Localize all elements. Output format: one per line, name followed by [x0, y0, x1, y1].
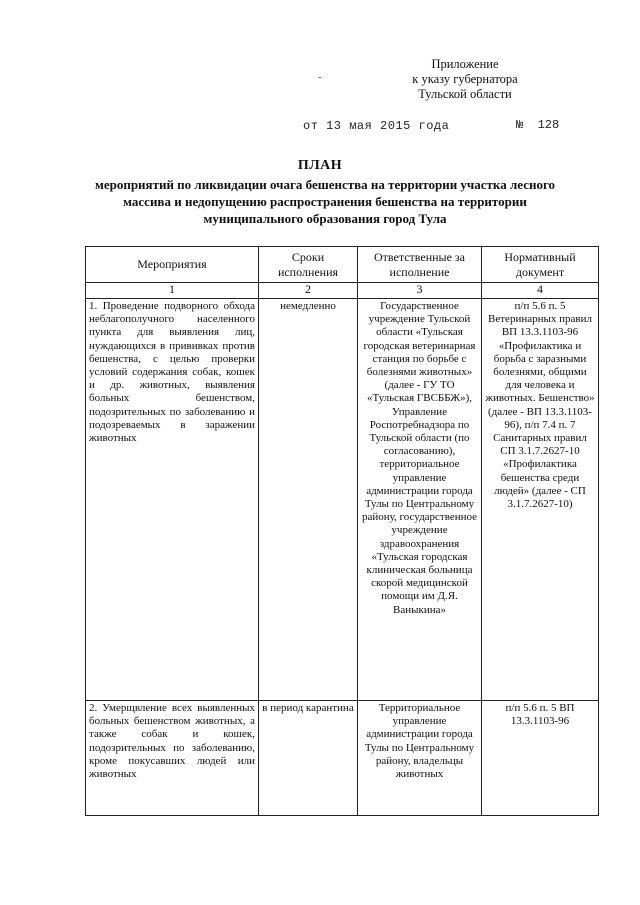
deadline-cell: немедленно: [259, 299, 358, 701]
appendix-block: [380, 57, 550, 102]
column-number-4: 4: [482, 283, 599, 299]
column-header-document: Нормативный документ: [482, 247, 599, 283]
appendix-line-1: Приложение: [431, 57, 499, 71]
column-header-measures: Мероприятия: [86, 247, 259, 283]
column-number-2: 2: [259, 283, 358, 299]
appendix-line-2: к указу губернатора: [412, 72, 518, 86]
document-cell: п/п 5.6 п. 5 Ветеринарных правил ВП 13.3.1103-96 «Профилактика и борьба с заразными болезнями, общими для человека и животных. Бешенство» (далее - ВП 13.3.1103-96), п/п 7.4 п. 7 Санитарных правил СП 3.1.7.2627-10 «Профилактика бешенства среди людей» (далее - СП 3.1.7.2627-10): [482, 299, 599, 701]
column-number-3: 3: [358, 283, 482, 299]
decree-date: от 13 мая 2015 года: [303, 119, 450, 133]
column-header-deadline: Сроки исполнения: [259, 247, 358, 283]
dash-mark: -: [318, 72, 322, 83]
number-label: №: [516, 118, 524, 132]
column-number-1: 1: [86, 283, 259, 299]
document-cell: п/п 5.6 п. 5 ВП 13.3.1103-96: [482, 701, 599, 816]
responsible-cell: Территориальное управление администрации города Тулы по Центральному району, владельцы животных: [358, 701, 482, 816]
deadline-cell: в период карантина: [259, 701, 358, 816]
plan-title: ПЛАН: [297, 158, 343, 173]
responsible-cell: Государственное учреждение Тульской области «Тульская городская ветеринарная станция по борьбе с болезнями животных» (далее - ГУ ТО «Тульская ГВСББЖ»), Управление Роспотребнадзора по Тульской области (по согласованию), территориальное управление администрации города Тулы по Центральному району, государственное учреждение здравоохранения «Тульская городская клиническая больница скорой медицинской помощи им Д.Я. Ваныкина»: [358, 299, 482, 701]
column-header-responsible: Ответственные за исполнение: [358, 247, 482, 283]
appendix-line-3: Тульской области: [418, 87, 512, 101]
table-header-row: [86, 247, 599, 283]
measure-cell: 2. Умерщвление всех выявленных больных бешенством животных, а также собак и кошек, подозрительных по заболеванию, кроме покусавших людей или животных: [86, 701, 259, 816]
plan-subtitle: мероприятий по ликвидации очага бешенства на территории участка лесного массива и недопущению распространения бешенства на территории муниципального образования город Тула: [94, 177, 556, 226]
column-number-row: [86, 283, 599, 299]
table-row: [86, 299, 599, 701]
measure-cell: 1. Проведение подворного обхода неблагополучного населенного пункта для выявления лиц, нуждающихся в прививках против бешенства, с целью проверки условий содержания собак, кошек и др. животных, выявления больных бешенством, подозрительных по заболеванию и подозреваемых в заражении животных: [86, 299, 259, 701]
plan-table: [85, 246, 599, 816]
decree-number: [516, 118, 559, 132]
table-row: [86, 701, 599, 816]
number-value: 128: [537, 118, 560, 132]
